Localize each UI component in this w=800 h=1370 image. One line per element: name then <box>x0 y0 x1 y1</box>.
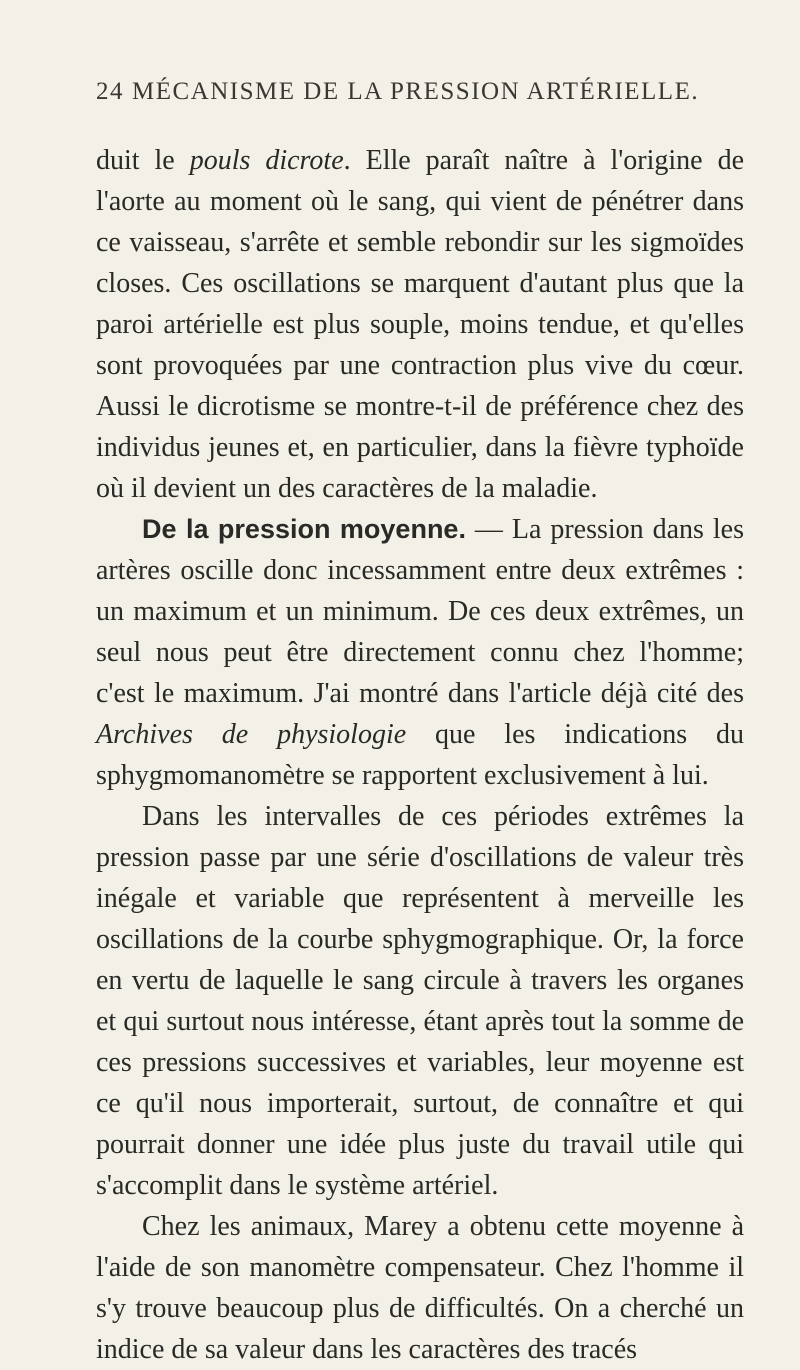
paragraph-4: Chez les animaux, Marey a obtenu cette moyenne à l'aide de son manomètre compensateur. Chez l'homme il s'y trouve beaucoup plus de difficultés. On a cherché un indice de sa valeur dans les caractères des tracés <box>96 1211 744 1365</box>
page-number: 24 <box>96 78 124 105</box>
section-heading: De la pression moyenne. <box>142 514 466 544</box>
p1-italic-term: pouls dicrote <box>189 145 344 176</box>
p2-italic-citation: Archives de physiologie <box>96 719 407 750</box>
p2-text-end: que les indications du sphygmomanomètre se rapportent exclusivement à lui. <box>96 719 744 791</box>
paragraph-3: Dans les intervalles de ces périodes extrêmes la pression passe par une série d'oscillations de valeur très inégale et variable que représentent à merveille les oscillations de la courbe sphygmographique. Or, la force en vertu de laquelle le sang circule à travers les organes et qui surtout nous intéresse, étant après tout la somme de ces pressions successives et variables, leur moyenne est ce qu'il nous importerait, surtout, de connaître et qui pourrait donner une idée plus juste du travail utile qui s'accomplit dans le système artériel. <box>96 801 744 1201</box>
body-text <box>96 140 744 1370</box>
chapter-title: MÉCANISME DE LA PRESSION ARTÉRIELLE. <box>132 78 700 105</box>
paragraph-2 <box>96 509 744 796</box>
paragraph-1 <box>96 140 744 509</box>
p1-text-start: duit le <box>96 145 190 176</box>
running-header <box>96 78 746 118</box>
p1-text-end: . Elle paraît naître à l'origine de l'aorte au moment où le sang, qui vient de pénétrer dans ce vaisseau, s'arrête et semble rebondir sur les sigmoïdes closes. Ces oscillations se marquent d'autant plus que la paroi artérielle est plus souple, moins tendue, et qu'elles sont provoquées par une contraction plus vive du cœur. Aussi le dicrotisme se montre-t-il de préférence chez des individus jeunes et, en particulier, dans la fièvre typhoïde où il devient un des caractères de la maladie. <box>96 145 744 504</box>
p2-text-start: — La pression dans les artères oscille donc incessamment entre deux extrêmes : un maximum et un minimum. De ces deux extrêmes, un seul nous peut être directement connu chez l'homme; c'est le maximum. J'ai montré dans l'article déjà cité des <box>96 514 744 709</box>
